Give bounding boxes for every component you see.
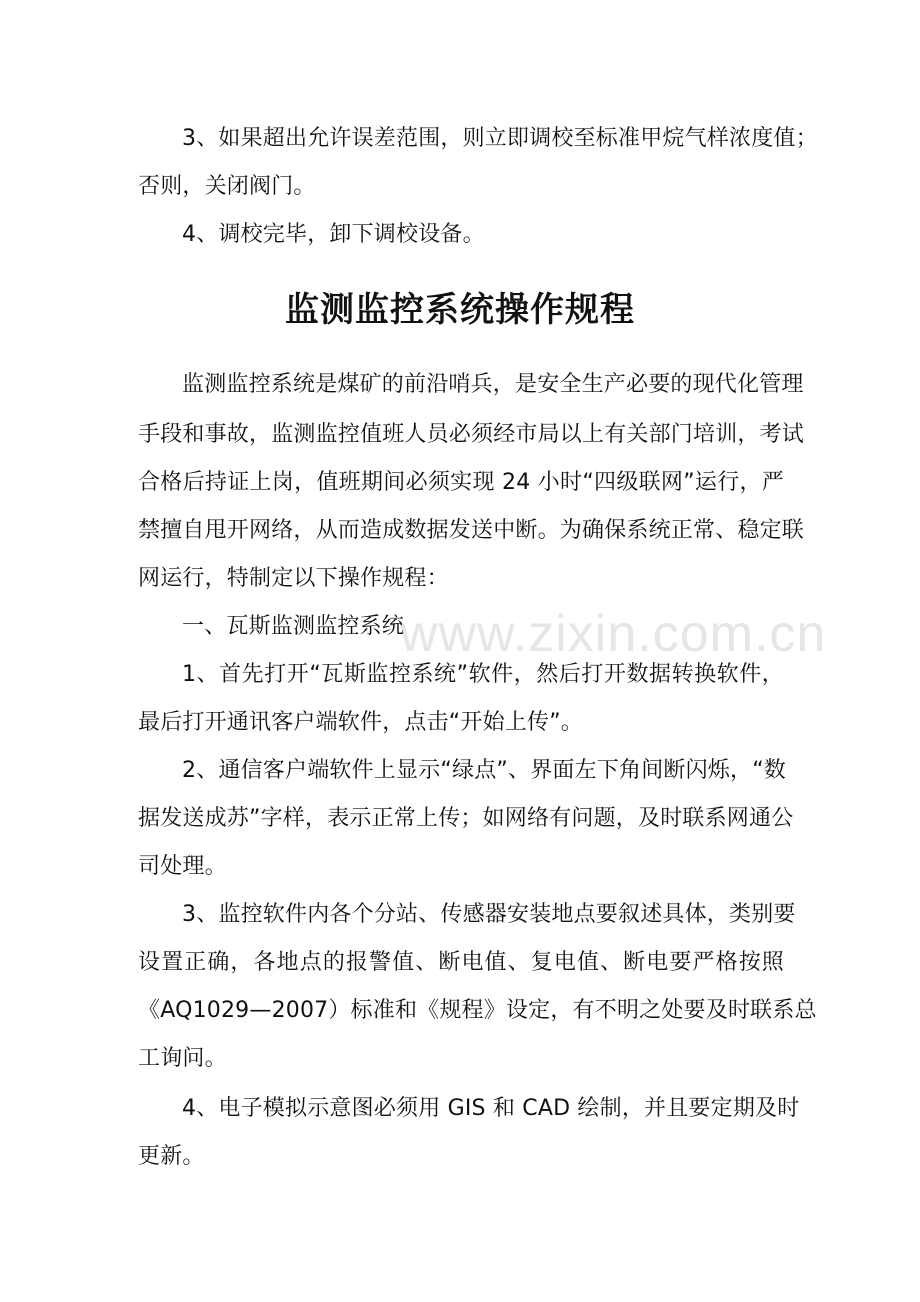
paragraph-line: 设置正确，各地点的报警值、断电值、复电值、断电要严格按照 xyxy=(138,950,784,975)
paragraph-line: 否则，关闭阀门。 xyxy=(138,174,316,199)
paragraph-line: 工询问。 xyxy=(138,1046,227,1071)
paragraph-line: 禁擅自甩开网络，从而造成数据发送中断。为确保系统正常、稳定联 xyxy=(138,518,805,543)
paragraph-line: 监测监控系统是煤矿的前沿哨兵，是安全生产必要的现代化管理 xyxy=(182,372,804,397)
paragraph-line: 司处理。 xyxy=(138,854,227,879)
paragraph-line: 《AQ1029—2007）标准和《规程》设定，有不明之处要及时联系总 xyxy=(138,998,817,1023)
paragraph-line: 4、调校完毕，卸下调校设备。 xyxy=(182,222,485,247)
paragraph-line: 网运行，特制定以下操作规程： xyxy=(138,566,449,591)
paragraph-line: 3、如果超出允许误差范围，则立即调校至标准甲烷气样浓度值； xyxy=(182,126,818,151)
paragraph-line: 更新。 xyxy=(138,1144,205,1169)
paragraph-line: 据发送成苏”字样，表示正常上传；如网络有问题，及时联系网通公 xyxy=(138,806,794,831)
paragraph-line: 4、电子模拟示意图必须用 GIS 和 CAD 绘制，并且要定期及时 xyxy=(182,1096,800,1121)
paragraph-line: 1、首先打开“瓦斯监控系统”软件，然后打开数据转换软件， xyxy=(182,662,784,687)
paragraph-line: 手段和事故，监测监控值班人员必须经市局以上有关部门培训，考试 xyxy=(138,422,805,447)
watermark: www.zixin.com.cn xyxy=(400,605,827,663)
paragraph-line: 合格后持证上岗，值班期间必须实现 24 小时“四级联网”运行，严 xyxy=(138,470,784,495)
subsection-heading: 一、瓦斯监测监控系统 xyxy=(182,614,405,639)
section-title: 监测监控系统操作规程 xyxy=(285,290,635,330)
paragraph-line: 最后打开通讯客户端软件，点击“开始上传”。 xyxy=(138,710,583,735)
paragraph-line: 2、通信客户端软件上显示“绿点”、界面左下角间断闪烁，“数 xyxy=(182,758,786,783)
paragraph-line: 3、监控软件内各个分站、传感器安装地点要叙述具体，类别要 xyxy=(182,902,796,927)
